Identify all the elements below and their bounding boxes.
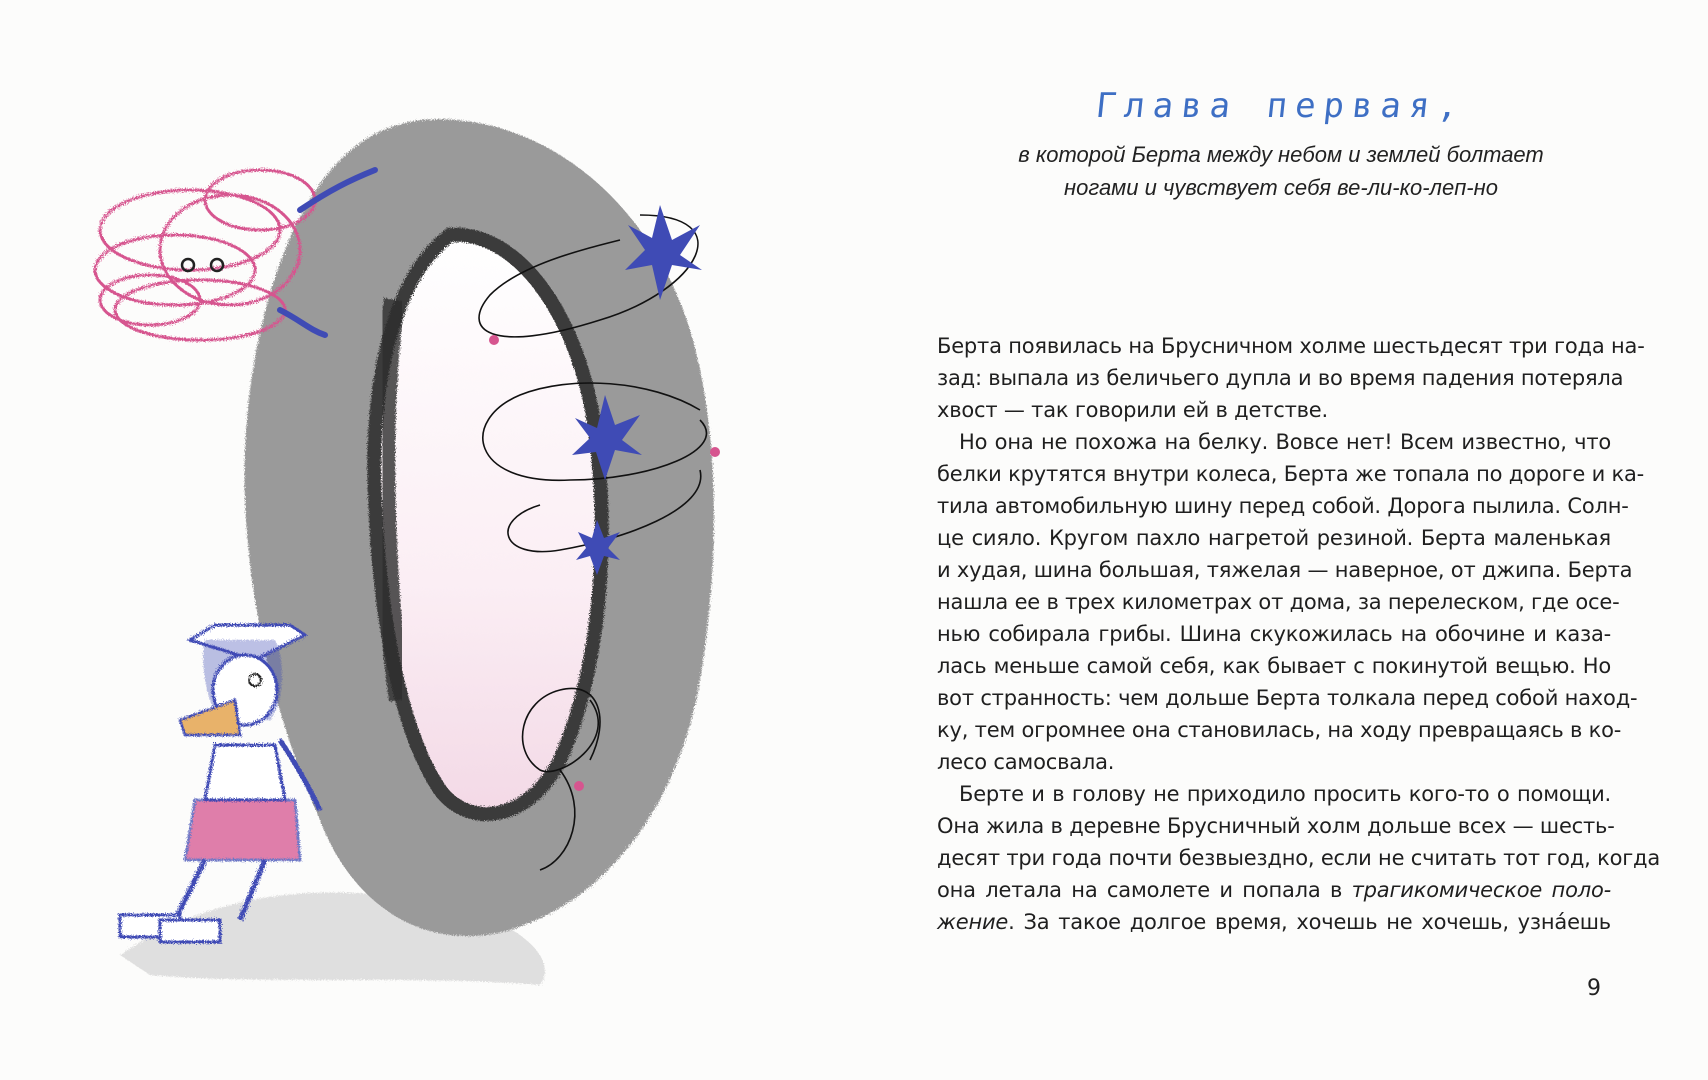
text-line: ку, тем огромнее она становилась, на ходу превращаясь в ко-	[937, 718, 1622, 742]
text-run: . За такое долгое время, хочешь не хочешь, узна́ешь	[1008, 910, 1611, 934]
text-line	[937, 874, 1611, 906]
subtitle-line: ногами и чувствует себя ве-ли-ко-леп-но	[1064, 175, 1498, 200]
text-line: белки крутятся внутри колеса, Берта же топала по дороге и ка-	[937, 462, 1645, 486]
italic-run: трагикомическое поло-	[1351, 878, 1611, 902]
page-number: 9	[1587, 976, 1601, 1001]
chapter-title: Глава первая,	[1093, 86, 1469, 126]
text-line: зад: выпала из беличьего дупла и во время падения потеряла	[937, 366, 1624, 390]
text-line: Берта появилась на Брусничном холме шестьдесят три года на-	[937, 334, 1645, 358]
text-line: лесо самосвала.	[937, 750, 1115, 774]
text-run: она летала на самолете и попала в	[937, 878, 1352, 902]
text-line: Берте и в голову не приходило просить кого-то о помощи.	[959, 782, 1611, 806]
text-line: це сияло. Кругом пахло нагретой резиной. Берта маленькая	[937, 526, 1611, 550]
italic-run: жение	[937, 910, 1009, 934]
text-line: нашла ее в трех километрах от дома, за перелеском, где осе-	[937, 590, 1620, 614]
text-line: вот странность: чем дольше Берта толкала перед собой наход-	[937, 686, 1638, 710]
text-line: нью собирала грибы. Шина скукожилась на обочине и каза-	[937, 622, 1611, 646]
text-line: лась меньше самой себя, как бывает с покинутой вещью. Но	[937, 654, 1611, 678]
text-line: Но она не похожа на белку. Вовсе нет! Всем известно, что	[959, 430, 1611, 454]
chapter-subtitle	[854, 138, 1708, 204]
tire-inner	[374, 235, 601, 814]
body-text	[937, 330, 1661, 938]
text-line: хвост — так говорили ей в детстве.	[937, 398, 1328, 422]
text-line: тила автомобильную шину перед собой. Дорога пылила. Солн-	[937, 494, 1629, 518]
text-line: Она жила в деревне Брусничный холм дольше всех — шесть-	[937, 814, 1615, 838]
text-line	[937, 906, 1611, 938]
right-page	[854, 0, 1708, 1080]
text-line: и худая, шина большая, тяжелая — наверное, от джипа. Берта	[937, 558, 1633, 582]
subtitle-line: в которой Берта между небом и землей болтает	[1018, 142, 1544, 167]
text-line: десят три года почти безвыездно, если не считать тот год, когда	[937, 846, 1661, 870]
